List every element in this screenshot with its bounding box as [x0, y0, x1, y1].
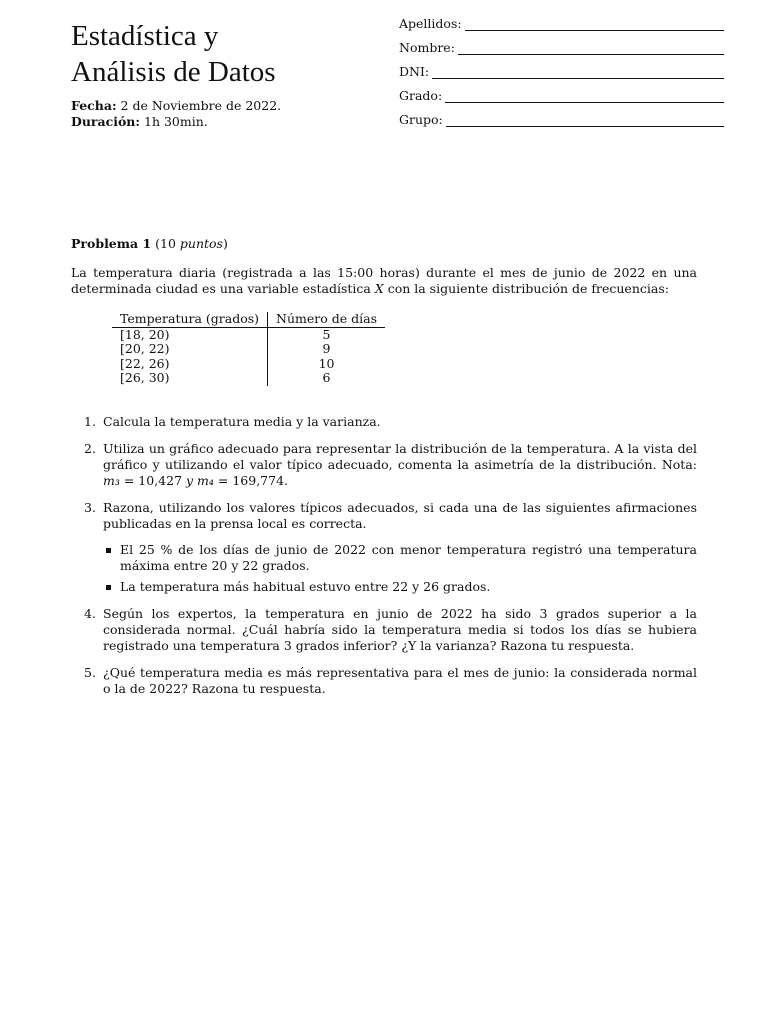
question-4	[84, 606, 697, 654]
days-cell: 9	[268, 342, 385, 357]
question-number: 1.	[84, 414, 96, 429]
grupo-label: Grupo:	[399, 112, 443, 127]
date-value: 2 de Noviembre de 2022.	[120, 98, 282, 113]
question-text: Según los expertos, la temperatura en junio de 2022 ha sido 3 grados superior a la considerada normal. ¿Cuál habría sido la temperatura media si todos los días se hubiera registrado una temperatura 3 grados inferior? ¿Y la varianza? Razona tu respuesta.	[103, 606, 697, 653]
days-cell: 5	[268, 327, 385, 342]
problem-points-open: (10	[155, 236, 180, 251]
title-line-1: Estadística y	[71, 20, 219, 52]
statement-list	[103, 542, 697, 595]
intro-part-1: La temperatura diaria (registrada a las 15:00 horas) durante el mes de junio de 2022 en una determinada ciudad es una variable estadística	[71, 265, 697, 296]
header-days: Número de días	[268, 312, 385, 327]
grado-field[interactable]	[399, 85, 724, 103]
nombre-field[interactable]	[399, 37, 724, 55]
dni-field[interactable]	[399, 61, 724, 79]
m3-value: = 10,427	[119, 473, 187, 488]
exam-date	[71, 98, 281, 114]
table-row	[112, 327, 385, 342]
dni-label: DNI:	[399, 64, 430, 79]
date-label: Fecha:	[71, 98, 117, 113]
question-number: 2.	[84, 441, 96, 456]
problem-heading	[71, 236, 228, 251]
table-row	[112, 371, 385, 386]
nombre-line[interactable]	[458, 42, 724, 55]
grupo-field[interactable]	[399, 109, 724, 127]
exam-title	[71, 18, 371, 90]
dni-line[interactable]	[432, 66, 724, 79]
interval-cell: [22, 26)	[120, 355, 170, 371]
frequency-table	[112, 312, 385, 386]
interval-cell: [18, 20)	[120, 326, 170, 342]
nombre-label: Nombre:	[399, 40, 455, 55]
question-number: 4.	[84, 606, 96, 621]
question-text: Razona, utilizando los valores típicos adecuados, si cada una de las siguientes afirmaciones publicadas en la prensa local es correcta.	[103, 500, 697, 531]
duration-label: Duración:	[71, 114, 141, 129]
question-number: 3.	[84, 500, 96, 515]
m4-value: = 169,774.	[213, 473, 289, 488]
table-row	[112, 357, 385, 372]
question-text: ¿Qué temperatura media es más representativa para el mes de junio: la considerada normal o la de 2022? Razona tu respuesta.	[103, 665, 697, 696]
question-list	[84, 414, 697, 708]
m4-symbol: m₄	[193, 473, 214, 488]
problem-points-word: puntos	[179, 236, 223, 251]
question-3	[84, 500, 697, 595]
days-cell: 6	[268, 371, 385, 386]
m3-symbol: m₃	[103, 473, 120, 488]
statement-item: El 25 % de los días de junio de 2022 con menor temperatura registró una temperatura máxima entre 20 y 22 grados.	[103, 542, 697, 574]
grupo-line[interactable]	[446, 114, 724, 127]
problem-label: Problema 1	[71, 236, 152, 251]
grado-line[interactable]	[445, 90, 724, 103]
apellidos-field[interactable]	[399, 13, 724, 31]
question-text: Calcula la temperatura media y la varianza.	[103, 414, 381, 429]
grado-label: Grado:	[399, 88, 443, 103]
title-line-2: Análisis de Datos	[71, 56, 276, 88]
interval-cell: [20, 22)	[120, 341, 170, 356]
question-2	[84, 441, 697, 489]
header-temperature: Temperatura (grados)	[112, 312, 268, 327]
problem-intro	[71, 265, 697, 297]
exam-duration	[71, 114, 208, 130]
conjunction-y: y	[186, 473, 194, 488]
duration-value: 1h 30min.	[144, 114, 208, 129]
intro-part-2: con la siguiente distribución de frecuencias:	[383, 281, 669, 296]
table-row	[112, 342, 385, 357]
problem-points-close: )	[222, 236, 228, 251]
question-5	[84, 665, 697, 697]
apellidos-label: Apellidos:	[399, 16, 462, 31]
days-cell: 10	[268, 357, 385, 372]
statement-item: La temperatura más habitual estuvo entre 22 y 26 grados.	[103, 579, 697, 595]
question-1	[84, 414, 697, 430]
interval-cell: [26, 30)	[120, 370, 170, 385]
question-text: Utiliza un gráfico adecuado para representar la distribución de la temperatura. A la vista del gráfico y utilizando el valor típico adecuado, comenta la asimetría de la distribución. Nota:	[103, 441, 697, 472]
apellidos-line[interactable]	[465, 18, 724, 31]
question-number: 5.	[84, 665, 96, 680]
table-header-row	[112, 312, 385, 327]
intro-variable: X	[374, 281, 384, 296]
